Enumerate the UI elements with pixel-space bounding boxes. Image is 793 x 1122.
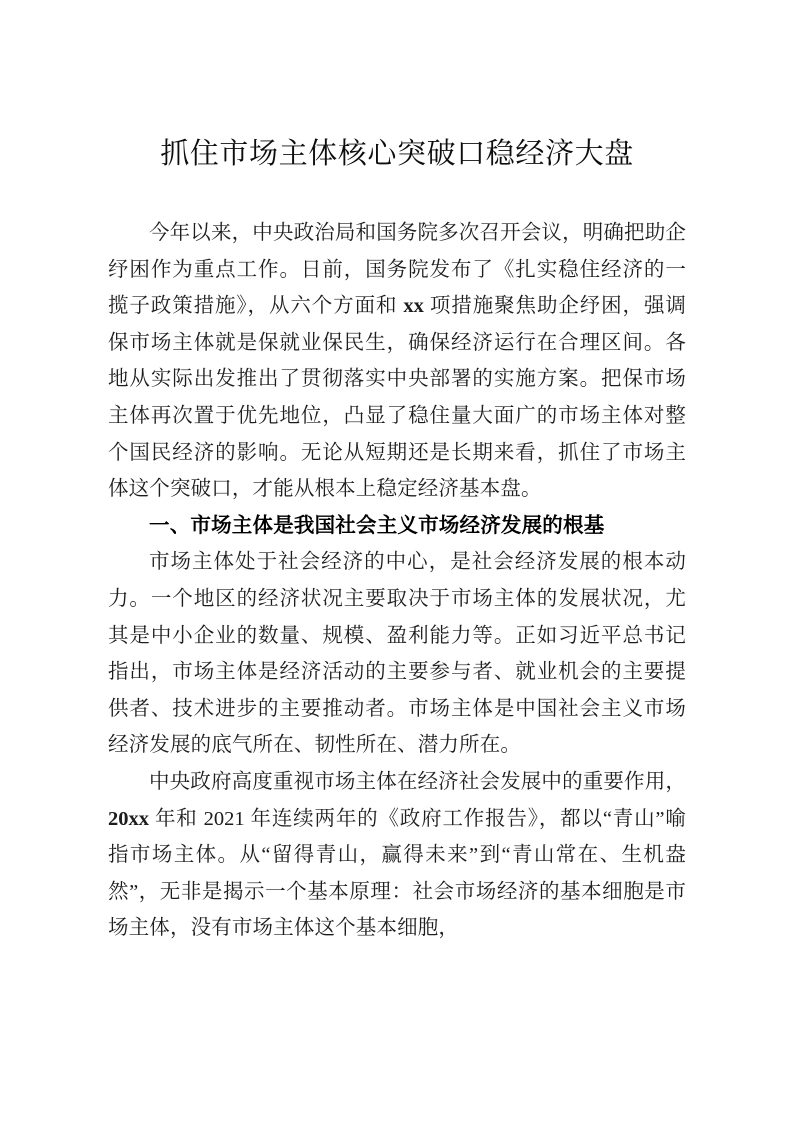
paragraph-3-segment-3: 年连续两年的《政府工作报告》，都以“青山”喻指市场主体。从“留得青山，赢得未来”到“青山常在、生机盎然”，无非是揭示一个基本原理：社会市场经济的基本细胞是市场主体，没有市场主体这个基本细胞， <box>108 807 686 940</box>
paragraph-1-text-after: 项措施聚焦助企纾困，强调保市场主体就是保就业保民生，确保经济运行在合理区间。各地从实际出发推出了贯彻落实中央部署的实施方案。把保市场主体再次置于优先地位，凸显了稳住量大面广的市场主体对整个国民经济的影响。无论从短期还是长期来看，抓住了市场主体这个突破口，才能从根本上稳定经济基本盘。 <box>108 295 687 501</box>
paragraph-3 <box>108 764 686 947</box>
paragraph-3-year-actual: 2021 <box>203 807 245 830</box>
section-heading-1: 一、市场主体是我国社会主义市场经济发展的根基 <box>149 513 605 537</box>
paragraph-1-text-before: 今年以来，中央政治局和国务院多次召开会议，明确把助企纾困作为重点工作。日前，国务院发布了《扎实稳住经济的一揽子政策措施》，从六个方面和 <box>108 222 686 318</box>
paragraph-3-segment-2: 年和 <box>149 807 204 830</box>
page-title: 抓住市场主体核心突破口稳经济大盘 <box>160 138 634 170</box>
paragraph-1 <box>108 215 686 508</box>
document-body <box>108 215 686 947</box>
paragraph-3-segment-1: 中央政府高度重视市场主体在经济社会发展中的重要作用， <box>149 770 686 793</box>
paragraph-1-inline-value: xx <box>403 295 424 318</box>
paragraph-3-year-placeholder: 20xx <box>108 807 149 830</box>
paragraph-2: 市场主体处于社会经济的中心，是社会经济发展的根本动力。一个地区的经济状况主要取决于市场主体的发展状况，尤其是中小企业的数量、规模、盈利能力等。正如习近平总书记指出，市场主体是经济活动的主要参与者、就业机会的主要提供者、技术进步的主要推动者。市场主体是中国社会主义市场经济发展的底气所在、韧性所在、潜力所在。 <box>108 551 686 757</box>
